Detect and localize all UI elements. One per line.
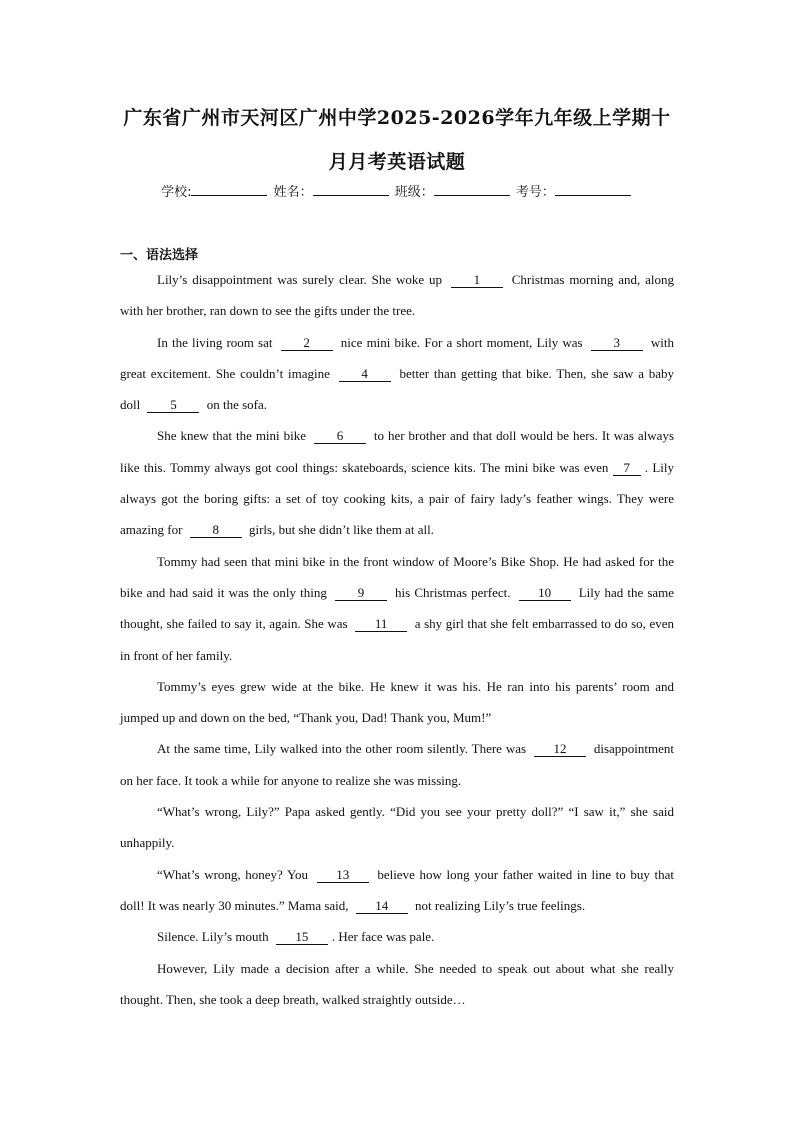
text-span: not realizing Lily’s true feelings. xyxy=(415,897,586,913)
passage xyxy=(120,264,674,1015)
blank-13[interactable]: 13 xyxy=(317,868,369,883)
blank-7[interactable]: 7 xyxy=(613,461,641,476)
text-span: At the same time, Lily walked into the other room silently. There was xyxy=(157,741,527,757)
paragraph xyxy=(120,420,674,545)
text-span: She knew that the mini bike xyxy=(157,428,306,444)
paragraph xyxy=(120,327,674,421)
blank-11[interactable]: 11 xyxy=(355,617,407,632)
blank-5[interactable]: 5 xyxy=(147,398,199,413)
paragraph xyxy=(120,264,674,327)
paragraph xyxy=(120,733,674,796)
number-field[interactable] xyxy=(555,183,631,196)
text-span: to her brother and that doll would be hers. It was always like this. Tommy always got cool things: skateboards, science kits. The mini bike was even xyxy=(120,428,674,475)
text-span: . Lily always got the boring gifts: a set of toy cooking kits, a pair of fairy lady’s feather wings. They were amazing for xyxy=(120,459,675,538)
text-span: Christmas morning and, along with her brother, ran down to see the gifts under the tree. xyxy=(120,272,675,319)
paragraph: However, Lily made a decision after a while. She needed to speak out about what she really thought. Then, she took a deep breath, walked straightly outside… xyxy=(120,960,674,1007)
blank-14[interactable]: 14 xyxy=(356,899,408,914)
text-span: better than getting that bike. Then, she saw a baby doll xyxy=(120,365,675,413)
text-span: “What’s wrong, honey? You xyxy=(157,866,309,882)
paragraph xyxy=(120,859,674,922)
text-span: Lily had the same thought, she failed to say it, again. She was xyxy=(120,584,675,632)
blank-2[interactable]: 2 xyxy=(281,336,333,351)
school-label: 学校: xyxy=(161,185,192,200)
paragraph xyxy=(120,546,674,671)
blank-9[interactable]: 9 xyxy=(335,586,387,601)
school-field[interactable] xyxy=(191,183,267,196)
text-span: girls, but she didn’t like them at all. xyxy=(248,522,434,538)
blank-4[interactable]: 4 xyxy=(339,367,391,382)
page-title-line2: 月月考英语试题 xyxy=(328,151,466,173)
blank-1[interactable]: 1 xyxy=(451,273,503,288)
blank-3[interactable]: 3 xyxy=(591,336,643,351)
paragraph: Tommy’s eyes grew wide at the bike. He knew it was his. He ran into his parents’ room and jumped up and down on the bed, “Thank you, Dad! Thank you, Mum!” xyxy=(120,678,674,726)
name-label: 姓名： xyxy=(273,185,313,200)
text-span: a shy girl that she felt embarrassed to do so, even in front of her family. xyxy=(120,616,675,663)
text-span: Silence. Lily’s mouth xyxy=(157,929,269,945)
paragraph xyxy=(120,921,674,952)
text-span: on the sofa. xyxy=(206,397,268,413)
blank-10[interactable]: 10 xyxy=(519,586,571,601)
name-field[interactable] xyxy=(313,183,389,196)
class-label: 班级： xyxy=(394,185,434,200)
text-span: with great excitement. She couldn’t imagine xyxy=(120,334,674,381)
text-span: nice mini bike. For a short moment, Lily was xyxy=(340,334,583,350)
text-span: disappointment on her face. It took a while for anyone to realize she was missing. xyxy=(120,741,674,788)
paragraph: “What’s wrong, Lily?” Papa asked gently. “Did you see your pretty doll?” “I saw it,” she said unhappily. xyxy=(120,804,674,851)
student-info-line xyxy=(0,181,794,200)
blank-8[interactable]: 8 xyxy=(190,523,242,538)
page-title-line1: 广东省广州市天河区广州中学2025-2026学年九年级上学期十 xyxy=(123,107,671,129)
number-label: 考号： xyxy=(515,185,555,200)
text-span: . Her face was pale. xyxy=(331,929,435,945)
text-span: his Christmas perfect. xyxy=(395,584,511,600)
blank-12[interactable]: 12 xyxy=(534,742,586,757)
text-span: Lily’s disappointment was surely clear. She woke up xyxy=(157,272,442,287)
blank-6[interactable]: 6 xyxy=(314,429,366,444)
text-span: Tommy had seen that mini bike in the front window of Moore’s Bike Shop. He had asked for the bike and had said it was the only thing xyxy=(120,553,674,600)
class-field[interactable] xyxy=(434,183,510,196)
blank-15[interactable]: 15 xyxy=(276,930,328,945)
text-span: believe how long your father waited in line to buy that doll! It was nearly 30 minutes.” Mama said, xyxy=(120,866,675,913)
section-heading: 一、语法选择 xyxy=(120,248,199,263)
text-span: In the living room sat xyxy=(157,334,273,350)
